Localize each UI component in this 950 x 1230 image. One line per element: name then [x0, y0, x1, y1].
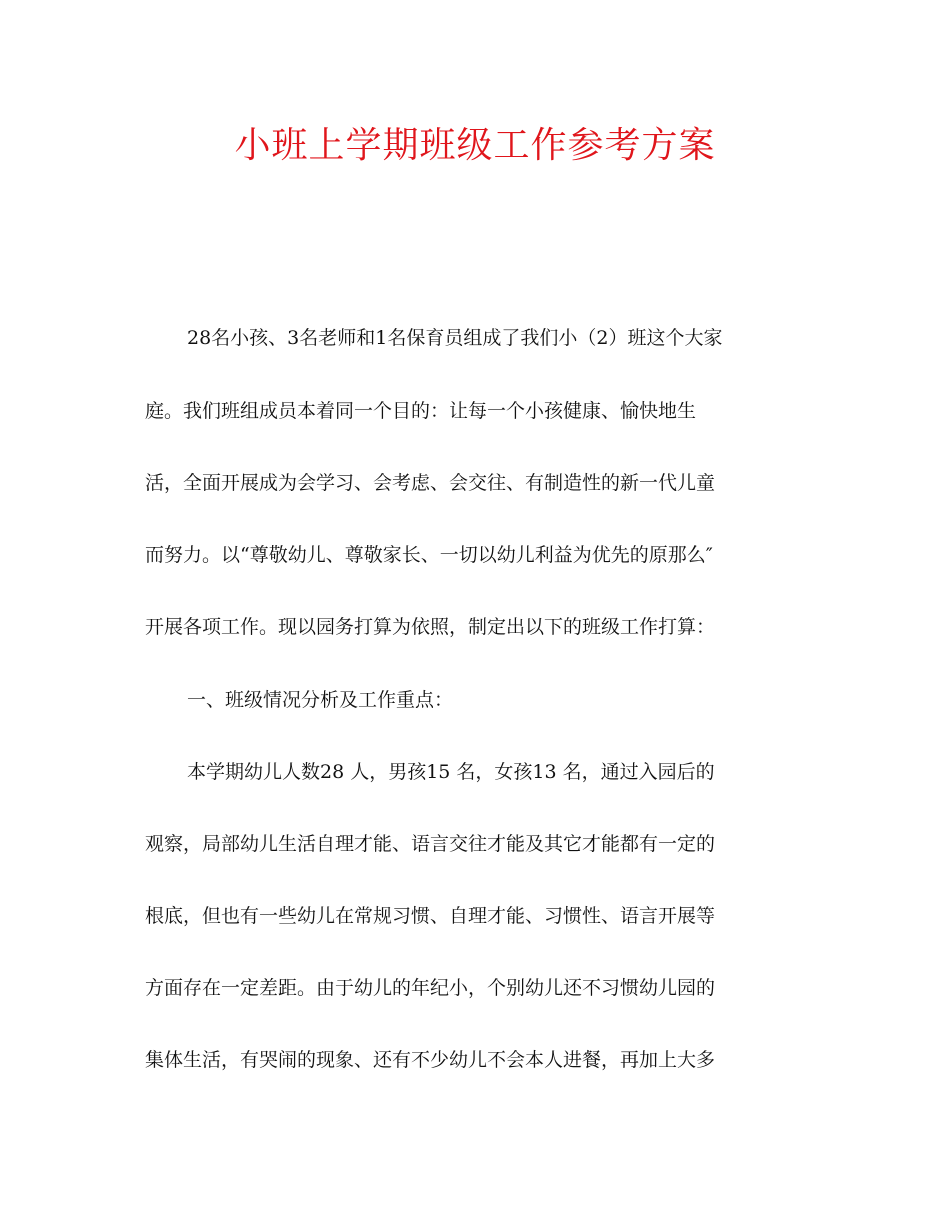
- section-heading: 一、班级情况分析及工作重点：: [187, 689, 454, 711]
- paragraph-line: 活，全面开展成为会学习、会考虑、会交往、有制造性的新一代儿童: [145, 472, 716, 494]
- paragraph-line: 而努力。以“尊敬幼儿、尊敬家长、一切以幼儿利益为优先的原那么″: [145, 544, 713, 566]
- paragraph-line: 集体生活，有哭闹的现象、还有不少幼儿不会本人进餐，再加上大多: [145, 1049, 716, 1071]
- paragraph-line: 庭。我们班组成员本着同一个目的：让每一个小孩健康、愉快地生: [145, 400, 697, 422]
- paragraph-line: 本学期幼儿人数28 人，男孩15 名，女孩13 名，通过入园后的: [187, 761, 715, 783]
- paragraph-line: 28名小孩、3名老师和1名保育员组成了我们小（2）班这个大家: [187, 327, 723, 349]
- paragraph-line: 方面存在一定差距。由于幼儿的年纪小，个别幼儿还不习惯幼儿园的: [145, 977, 716, 999]
- paragraph-line: 根底，但也有一些幼儿在常规习惯、自理才能、习惯性、语言开展等: [145, 905, 716, 927]
- paragraph-line: 观察，局部幼儿生活自理才能、语言交往才能及其它才能都有一定的: [145, 833, 716, 855]
- document-title: 小班上学期班级工作参考方案: [234, 125, 716, 166]
- paragraph-line: 开展各项工作。现以园务打算为依照，制定出以下的班级工作打算：: [145, 616, 716, 638]
